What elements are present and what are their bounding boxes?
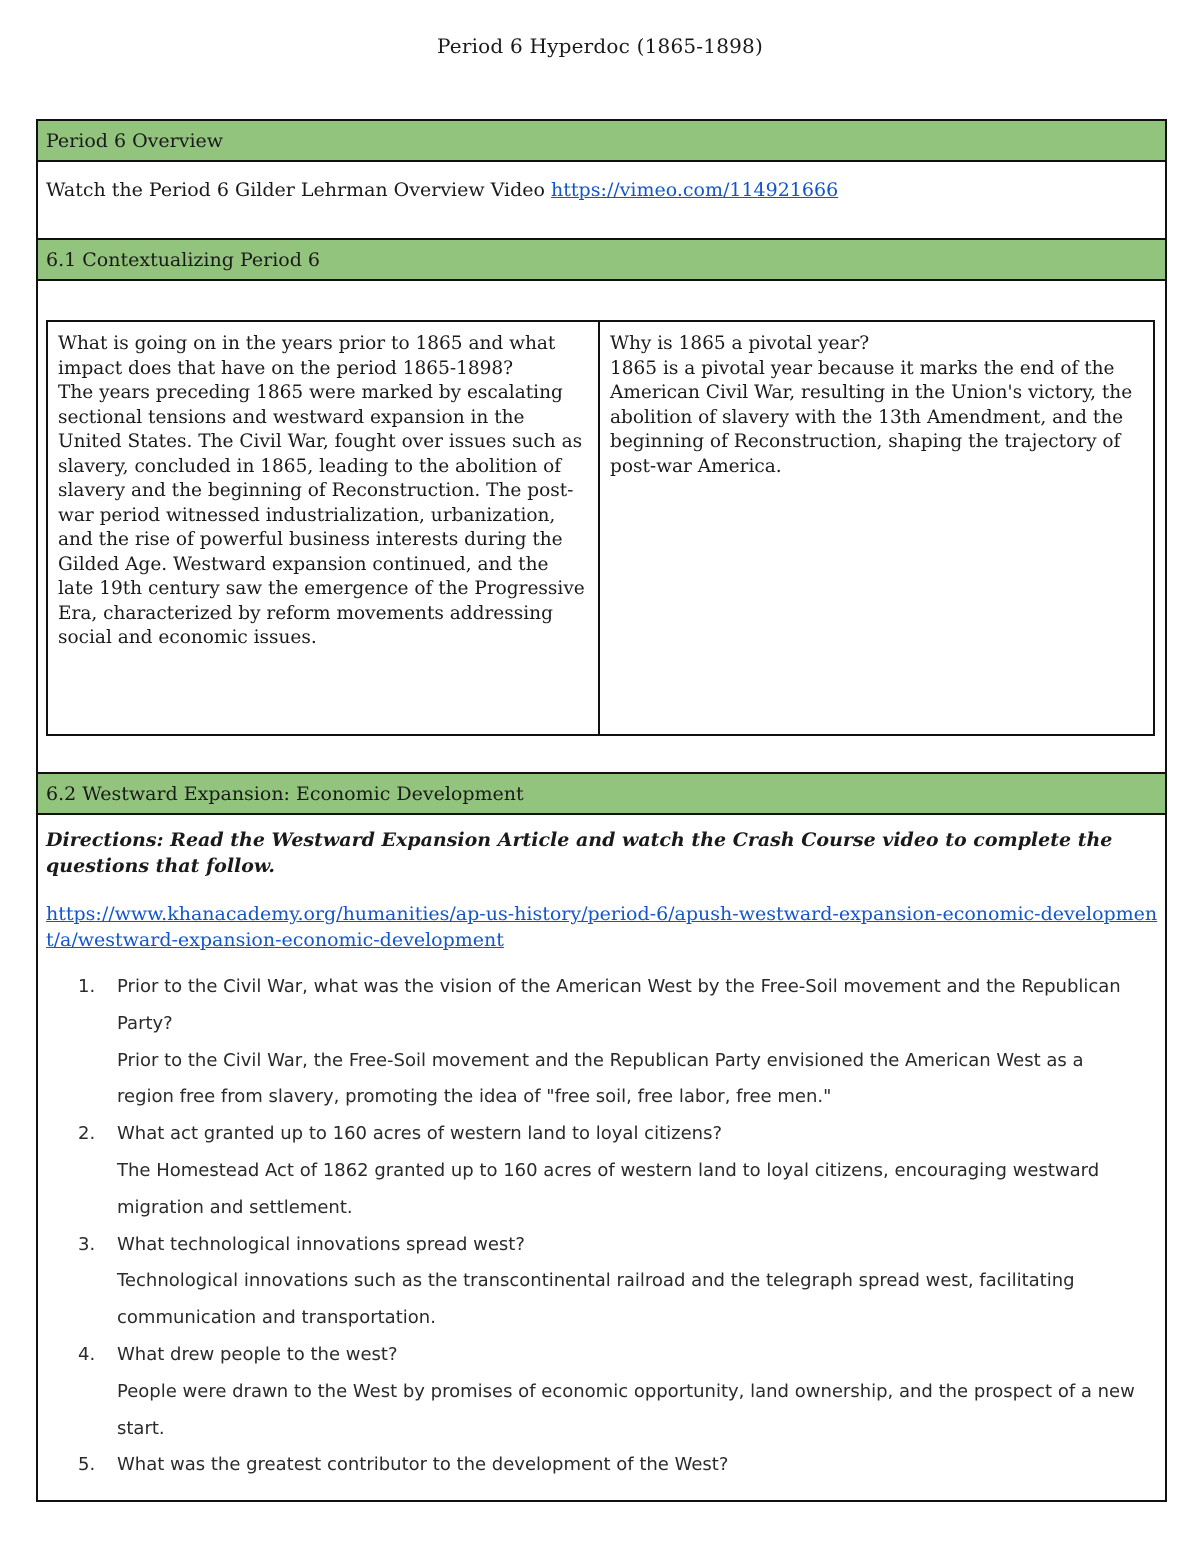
question-number: 3.	[78, 1233, 96, 1255]
answer-text[interactable]: Prior to the Civil War, the Free-Soil movement and the Republican Party envisioned the American West as a region free from slavery, promoting the idea of "free soil, free labor, free men."	[117, 1049, 1084, 1108]
question-text: Prior to the Civil War, what was the vision of the American West by the Free-Soil movement and the Republican Party?	[117, 976, 1121, 1034]
prior-question: What is going on in the years prior to 1865 and what impact does that have on the period 1865-1898?	[58, 333, 556, 379]
cell-pivotal-year[interactable]	[600, 322, 1153, 734]
answer-text[interactable]: The Homestead Act of 1862 granted up to 160 acres of western land to loyal citizens, encouraging westward migration and settlement.	[117, 1159, 1100, 1218]
question-number: 1.	[78, 976, 96, 997]
question-number: 2.	[78, 1123, 96, 1145]
question-number: 4.	[78, 1343, 96, 1365]
question-text: What drew people to the west?	[117, 1343, 398, 1365]
section-header-westward: 6.2 Westward Expansion: Economic Development	[38, 772, 1165, 815]
question-text: What act granted up to 160 acres of western land to loyal citizens?	[117, 1123, 723, 1145]
question-text: What technological innovations spread west?	[117, 1233, 525, 1255]
list-item	[46, 1227, 1146, 1337]
khan-academy-article-link[interactable]: https://www.khanacademy.org/humanities/ap-us-history/period-6/apush-westward-expansion-economic-development/a/westward-expansion-economic-development	[46, 903, 1158, 951]
answer-text[interactable]: People were drawn to the West by promises of economic opportunity, land ownership, and the prospect of a new start.	[117, 1380, 1135, 1439]
hyperdoc-table	[36, 119, 1167, 1502]
overview-video-row	[46, 179, 838, 201]
cell-prior-to-1865[interactable]	[48, 322, 600, 734]
section-header-contextualizing: 6.1 Contextualizing Period 6	[38, 238, 1165, 281]
answer-text[interactable]: Technological innovations such as the transcontinental railroad and the telegraph spread west, facilitating communication and transportation.	[117, 1270, 1075, 1329]
pivotal-answer: 1865 is a pivotal year because it marks the end of the American Civil War, resulting in the Union's victory, the abolition of slavery with the 13th Amendment, and the beginning of Reconstruction, shaping the trajectory of post-war America.	[610, 357, 1133, 477]
question-text: What was the greatest contributor to the development of the West?	[117, 1454, 729, 1476]
list-item	[46, 1116, 1146, 1226]
pivotal-question: Why is 1865 a pivotal year?	[610, 333, 870, 354]
list-item	[46, 1337, 1146, 1447]
westward-directions: Directions: Read the Westward Expansion Article and watch the Crash Course video to complete the questions that follow.	[46, 829, 1113, 877]
prior-answer: The years preceding 1865 were marked by escalating sectional tensions and westward expansion in the United States. The Civil War, fought over issues such as slavery, concluded in 1865, leading to the abolition of slavery and the beginning of Reconstruction. The post-war period witnessed industrialization, urbanization, and the rise of powerful business interests during the Gilded Age. Westward expansion continued, and the late 19th century saw the emergence of the Progressive Era, characterized by reform movements addressing social and economic issues.	[58, 382, 585, 648]
question-number: 5.	[78, 1454, 96, 1476]
section-header-overview: Period 6 Overview	[38, 119, 1165, 162]
westward-question-list	[46, 969, 1146, 1484]
video-prompt-text: Watch the Period 6 Gilder Lehrman Overview Video	[46, 179, 552, 201]
vimeo-video-link[interactable]: https://vimeo.com/114921666	[551, 179, 839, 201]
document-title: Period 6 Hyperdoc (1865-1898)	[437, 34, 763, 58]
contextualizing-inner-table	[46, 320, 1155, 736]
list-item	[46, 969, 1146, 1116]
list-item	[46, 1447, 1146, 1484]
